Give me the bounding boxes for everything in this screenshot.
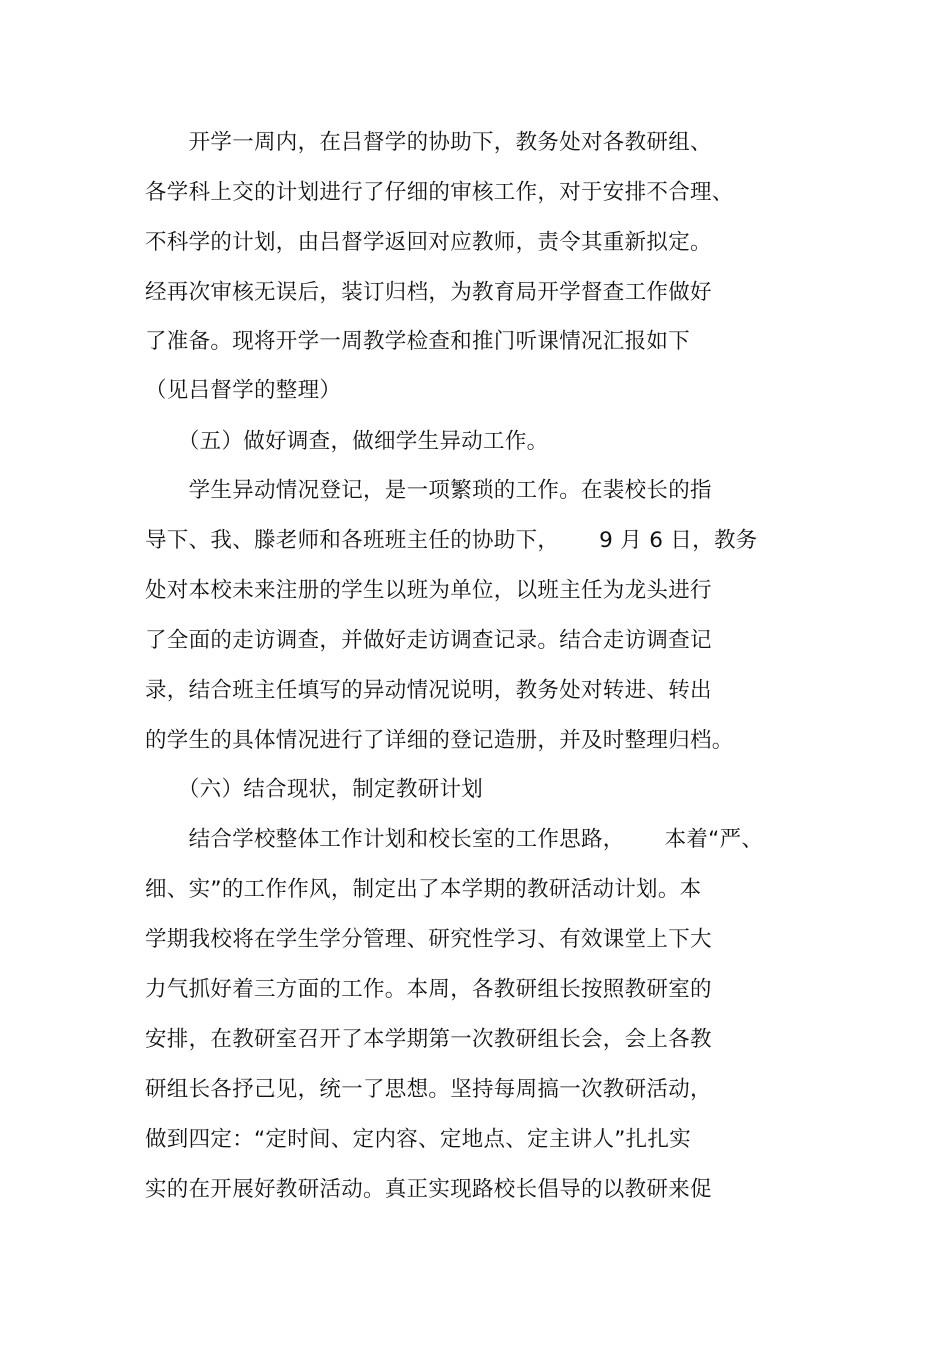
text-line: 了准备。现将开学一周教学检查和推门听课情况汇报如下 [145,329,691,354]
text-line: 做到四定：“定时间、定内容、定地点、定主讲人”扎扎实 [145,1127,692,1152]
text-line: 学生异动情况登记，是一项繁琐的工作。在裴校长的指 [145,478,712,503]
section-heading: （五）做好调查，做细学生异动工作。 [145,429,549,454]
text-line: 结合学校整体工作计划和校长室的工作思路， 本着“严、 [145,827,764,852]
text-line: 力气抓好着三方面的工作。本周，各教研组长按照教研室的 [145,977,712,1002]
text-line: 研组长各抒己见，统一了思想。坚持每周搞一次教研活动， [145,1077,712,1102]
text-line: 处对本校未来注册的学生以班为单位，以班主任为龙头进行 [145,578,712,603]
text-line: 了全面的走访调查，并做好走访调查记录。结合走访调查记 [145,628,712,653]
text-line: 经再次审核无误后，装订归档，为教育局开学督查工作做好 [145,280,712,305]
text-line: 细、实”的工作作风，制定出了本学期的教研活动计划。本 [145,877,702,902]
text-line: 各学科上交的计划进行了仔细的审核工作，对于安排不合理、 [145,180,734,205]
text-line: 导下、我、滕老师和各班班主任的协助下， 9 月 6 日，教务 [145,528,758,553]
text-line: 学期我校将在学生学分管理、研究性学习、有效课堂上下大 [145,927,712,952]
text-line: 开学一周内，在吕督学的协助下，教务处对各教研组、 [145,130,712,155]
text-line: 实的在开展好教研活动。真正实现路校长倡导的以教研来促 [145,1177,712,1202]
text-line: 录，结合班主任填写的异动情况说明，教务处对转进、转出 [145,678,712,703]
text-line: 的学生的具体情况进行了详细的登记造册，并及时整理归档。 [145,728,734,753]
text-line: 不科学的计划，由吕督学返回对应教师，责令其重新拟定。 [145,230,712,255]
text-line: 安排，在教研室召开了本学期第一次教研组长会，会上各教 [145,1027,712,1052]
text-line: （见吕督学的整理） [145,378,342,403]
section-heading: （六）结合现状，制定教研计划 [145,777,484,802]
